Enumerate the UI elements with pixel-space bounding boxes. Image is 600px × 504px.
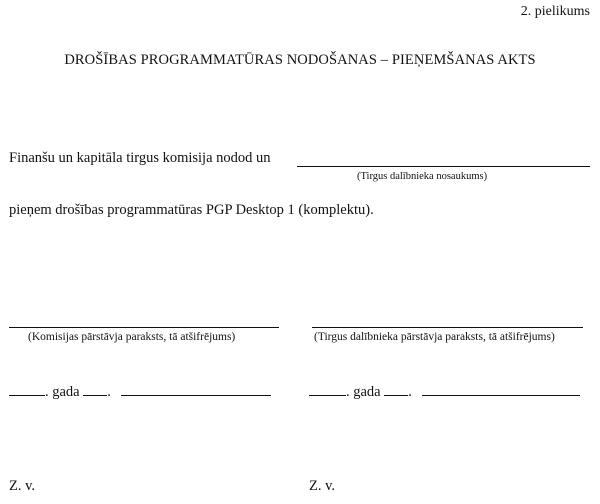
accept-statement: pieņem drošības programmatūras PGP Desktop 1 (komplektu). bbox=[9, 202, 374, 218]
appendix-label: 2. pielikums bbox=[520, 4, 590, 19]
month-blank bbox=[422, 383, 580, 396]
stamp-label-right: Z. v. bbox=[309, 478, 336, 494]
participant-name-caption: (Tirgus dalībnieka nosaukums) bbox=[357, 171, 488, 182]
year-blank bbox=[9, 383, 45, 396]
commission-signature-line bbox=[9, 327, 279, 328]
date-dot: . bbox=[408, 384, 412, 400]
year-blank bbox=[309, 383, 346, 396]
date-line-left bbox=[9, 383, 271, 401]
date-line-right bbox=[309, 383, 580, 401]
participant-signature-caption: (Tirgus dalībnieka pārstāvja paraksts, tā atšifrējums) bbox=[314, 331, 555, 343]
participant-name-line bbox=[297, 166, 590, 167]
transfer-statement: Finanšu un kapitāla tirgus komisija nodod un bbox=[9, 150, 271, 166]
document-title: DROŠĪBAS PROGRAMMATŪRAS NODOŠANAS – PIEŅEMŠANAS AKTS bbox=[64, 52, 536, 68]
participant-signature-line bbox=[312, 327, 583, 328]
month-blank bbox=[121, 383, 271, 396]
commission-signature-caption: (Komisijas pārstāvja paraksts, tā atšifrējums) bbox=[28, 331, 236, 343]
date-dot: . bbox=[107, 384, 111, 400]
gada-label: . gada bbox=[346, 384, 381, 400]
day-blank bbox=[83, 383, 107, 396]
day-blank bbox=[384, 383, 408, 396]
stamp-label-left: Z. v. bbox=[9, 478, 36, 494]
gada-label: . gada bbox=[45, 384, 80, 400]
